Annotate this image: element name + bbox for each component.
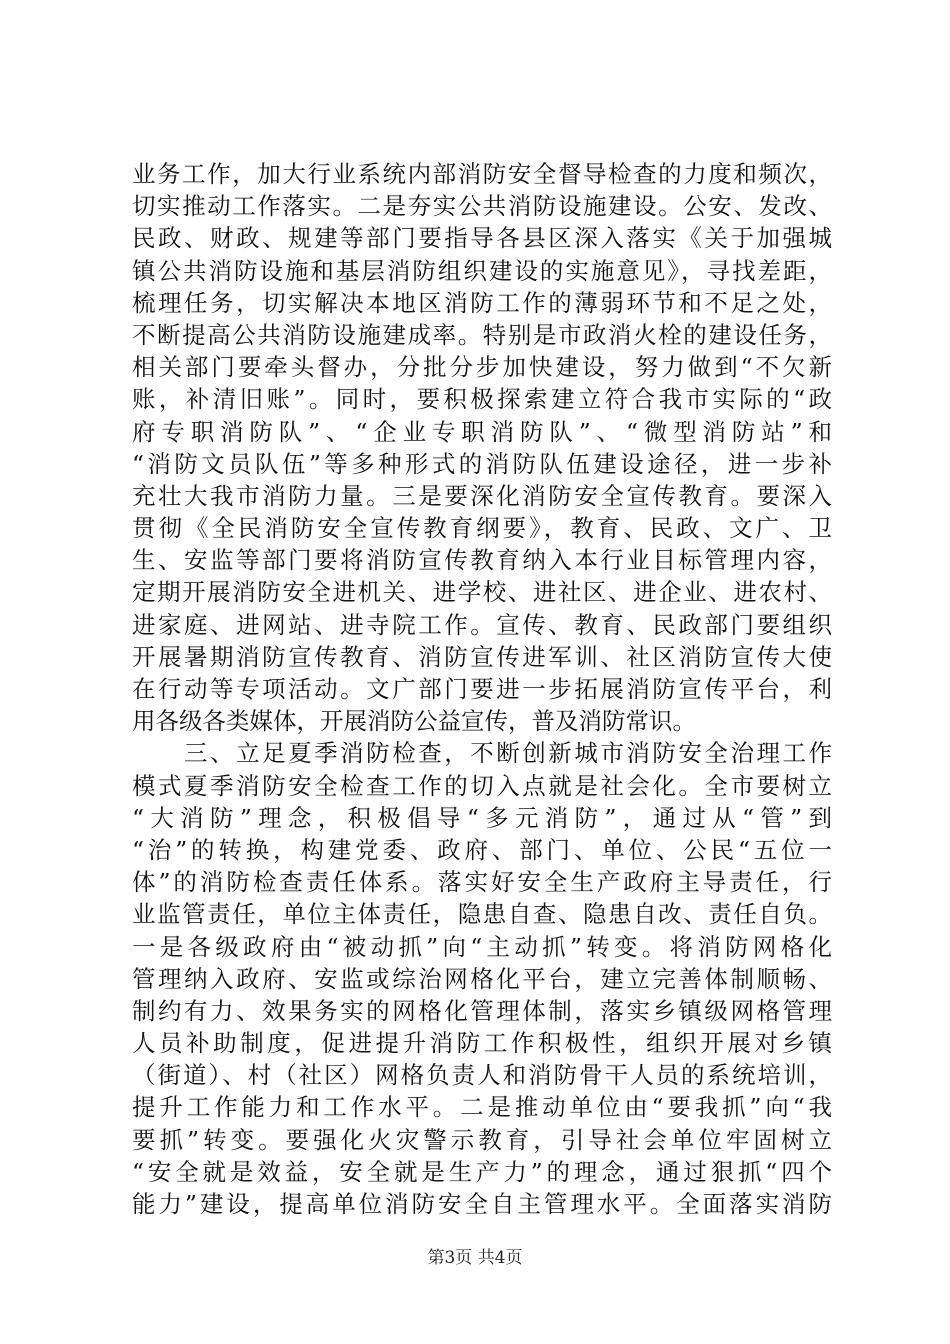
text-line: 生、安监等部门要将消防宣传教育纳入本行业目标管理内容， bbox=[132, 546, 832, 575]
text-line: “大消防”理念，积极倡导“多元消防”，通过从“管”到 bbox=[132, 803, 832, 832]
text-line: “消防文员队伍”等多种形式的消防队伍建设途径，进一步补 bbox=[132, 449, 832, 478]
text-line: 相关部门要牵头督办，分批分步加快建设，努力做到“不欠新 bbox=[132, 353, 832, 382]
text-line: 三、立足夏季消防检查，不断创新城市消防安全治理工作 bbox=[132, 739, 832, 768]
text-line: 模式夏季消防安全检查工作的切入点就是社会化。全市要树立 bbox=[132, 771, 832, 800]
text-line: 进家庭、进网站、进寺院工作。宣传、教育、民政部门要组织 bbox=[132, 610, 832, 639]
text-line: “治”的转换，构建党委、政府、部门、单位、公民“五位一 bbox=[132, 835, 832, 864]
body-text bbox=[132, 158, 832, 1220]
text-line: 不断提高公共消防设施建成率。特别是市政消火栓的建设任务， bbox=[132, 320, 832, 349]
text-line: 在行动等专项活动。文广部门要进一步拓展消防宣传平台，利 bbox=[132, 675, 832, 703]
text-line: 人员补助制度，促进提升消防工作积极性，组织开展对乡镇 bbox=[132, 1029, 832, 1058]
text-line: 管理纳入政府、安监或综治网格化平台，建立完善体制顺畅、 bbox=[132, 964, 832, 993]
text-line: 用各级各类媒体，开展消防公益宣传，普及消防常识。 bbox=[132, 707, 696, 736]
text-line: 业务工作，加大行业系统内部消防安全督导检查的力度和频次， bbox=[132, 160, 832, 188]
text-line: 提升工作能力和工作水平。二是推动单位由“要我抓”向“我 bbox=[132, 1093, 832, 1122]
text-line: （街道）、村（社区）网格负责人和消防骨干人员的系统培训， bbox=[132, 1061, 832, 1090]
text-line: 镇公共消防设施和基层消防组织建设的实施意见》，寻找差距， bbox=[132, 256, 832, 285]
text-line: 制约有力、效果务实的网格化管理体制，落实乡镇级网格管理 bbox=[132, 996, 832, 1025]
text-line: 贯彻《全民消防安全宣传教育纲要》，教育、民政、文广、卫 bbox=[132, 514, 832, 543]
text-line: 民政、财政、规建等部门要指导各县区深入落实《关于加强城 bbox=[132, 224, 832, 253]
text-line: 能力”建设，提高单位消防安全自主管理水平。全面落实消防 bbox=[132, 1190, 832, 1218]
text-line: “安全就是效益，安全就是生产力”的理念，通过狠抓“四个 bbox=[132, 1157, 832, 1186]
text-line: 切实推动工作落实。二是夯实公共消防设施建设。公安、发改、 bbox=[132, 192, 832, 221]
text-line: 体”的消防检查责任体系。落实好安全生产政府主导责任，行 bbox=[132, 868, 832, 897]
text-line: 业监管责任，单位主体责任，隐患自查、隐患自改、责任自负。 bbox=[132, 900, 832, 929]
text-line: 账，补清旧账”。同时，要积极探索建立符合我市实际的“政 bbox=[132, 385, 832, 414]
page-footer: 第3页 共4页 bbox=[427, 1248, 523, 1268]
text-line: 充壮大我市消防力量。三是要深化消防安全宣传教育。要深入 bbox=[132, 481, 832, 510]
text-line: 一是各级政府由“被动抓”向“主动抓”转变。将消防网格化 bbox=[132, 932, 832, 961]
text-line: 府专职消防队”、“企业专职消防队”、“微型消防站”和 bbox=[132, 417, 832, 446]
text-line: 梳理任务，切实解决本地区消防工作的薄弱环节和不足之处， bbox=[132, 288, 832, 317]
text-line: 定期开展消防安全进机关、进学校、进社区、进企业、进农村、 bbox=[132, 578, 832, 607]
text-line: 开展暑期消防宣传教育、消防宣传进军训、社区消防宣传大使 bbox=[132, 642, 832, 671]
text-line: 要抓”转变。要强化火灾警示教育，引导社会单位牢固树立 bbox=[132, 1125, 832, 1154]
